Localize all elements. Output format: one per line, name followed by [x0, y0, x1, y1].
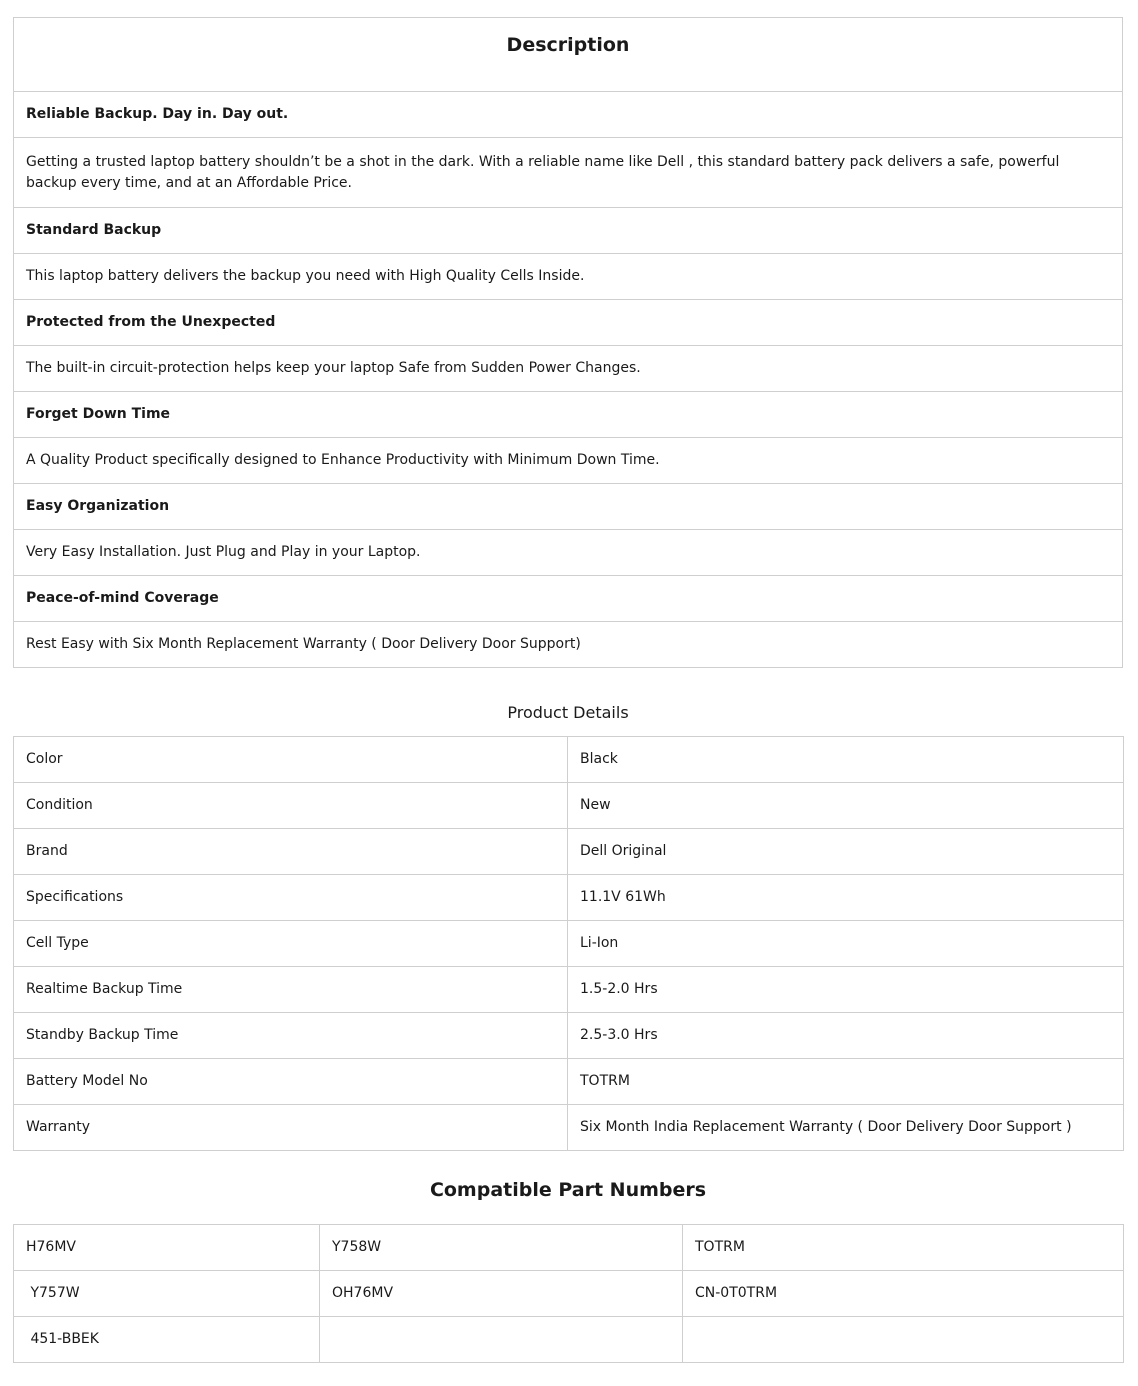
detail-value: New — [568, 783, 1124, 829]
detail-row — [14, 1105, 1124, 1151]
description-title: Description — [14, 18, 1123, 92]
detail-row — [14, 967, 1124, 1013]
detail-row — [14, 783, 1124, 829]
compatible-parts-table — [13, 1224, 1124, 1363]
part-number: Y758W — [320, 1225, 683, 1271]
detail-label: Specifications — [14, 875, 568, 921]
description-paragraph: A Quality Product specifically designed to Enhance Productivity with Minimum Down Time. — [14, 438, 1123, 484]
description-heading: Standard Backup — [14, 208, 1123, 254]
detail-label: Realtime Backup Time — [14, 967, 568, 1013]
detail-row — [14, 1013, 1124, 1059]
part-number: TOTRM — [683, 1225, 1124, 1271]
detail-label: Color — [14, 737, 568, 783]
detail-label: Warranty — [14, 1105, 568, 1151]
description-heading: Reliable Backup. Day in. Day out. — [14, 92, 1123, 138]
part-number-empty — [320, 1317, 683, 1363]
product-details-table — [13, 736, 1124, 1151]
detail-value: TOTRM — [568, 1059, 1124, 1105]
detail-row — [14, 737, 1124, 783]
description-row — [14, 530, 1123, 576]
parts-row — [14, 1271, 1124, 1317]
part-number-empty — [683, 1317, 1124, 1363]
compatible-parts-title: Compatible Part Numbers — [429, 1179, 707, 1201]
part-number: H76MV — [14, 1225, 320, 1271]
description-paragraph: The built-in circuit-protection helps keep your laptop Safe from Sudden Power Changes. — [14, 346, 1123, 392]
description-row — [14, 300, 1123, 346]
detail-value: Li-Ion — [568, 921, 1124, 967]
parts-row — [14, 1225, 1124, 1271]
detail-value: Dell Original — [568, 829, 1124, 875]
detail-label: Standby Backup Time — [14, 1013, 568, 1059]
detail-value: 2.5-3.0 Hrs — [568, 1013, 1124, 1059]
description-row — [14, 138, 1123, 208]
product-details-title: Product Details — [507, 703, 629, 722]
description-heading: Protected from the Unexpected — [14, 300, 1123, 346]
part-number: OH76MV — [320, 1271, 683, 1317]
description-row — [14, 346, 1123, 392]
description-row — [14, 92, 1123, 138]
detail-label: Brand — [14, 829, 568, 875]
compatible-parts-body — [14, 1225, 1124, 1363]
detail-label: Condition — [14, 783, 568, 829]
detail-value: 11.1V 61Wh — [568, 875, 1124, 921]
description-row — [14, 392, 1123, 438]
description-row — [14, 438, 1123, 484]
description-heading: Peace-of-mind Coverage — [14, 576, 1123, 622]
part-number: CN-0T0TRM — [683, 1271, 1124, 1317]
detail-value: 1.5-2.0 Hrs — [568, 967, 1124, 1013]
description-body — [14, 92, 1123, 668]
description-paragraph: Rest Easy with Six Month Replacement Warranty ( Door Delivery Door Support) — [14, 622, 1123, 668]
description-header-row — [14, 18, 1123, 92]
product-details-body — [14, 737, 1124, 1151]
detail-value: Six Month India Replacement Warranty ( Door Delivery Door Support ) — [568, 1105, 1124, 1151]
description-heading: Forget Down Time — [14, 392, 1123, 438]
description-row — [14, 484, 1123, 530]
detail-label: Battery Model No — [14, 1059, 568, 1105]
detail-row — [14, 921, 1124, 967]
description-row — [14, 576, 1123, 622]
description-row — [14, 622, 1123, 668]
description-paragraph: Very Easy Installation. Just Plug and Play in your Laptop. — [14, 530, 1123, 576]
detail-row — [14, 829, 1124, 875]
description-heading: Easy Organization — [14, 484, 1123, 530]
detail-row — [14, 1059, 1124, 1105]
description-row — [14, 254, 1123, 300]
part-number: Y757W — [14, 1271, 320, 1317]
detail-row — [14, 875, 1124, 921]
parts-row — [14, 1317, 1124, 1363]
description-table — [13, 17, 1123, 668]
detail-label: Cell Type — [14, 921, 568, 967]
detail-value: Black — [568, 737, 1124, 783]
description-paragraph: This laptop battery delivers the backup you need with High Quality Cells Inside. — [14, 254, 1123, 300]
description-row — [14, 208, 1123, 254]
description-paragraph: Getting a trusted laptop battery shouldn’t be a shot in the dark. With a reliable name like Dell , this standard battery pack delivers a safe, powerful backup every time, and at an Affordable Price. — [14, 138, 1123, 208]
part-number: 451-BBEK — [14, 1317, 320, 1363]
